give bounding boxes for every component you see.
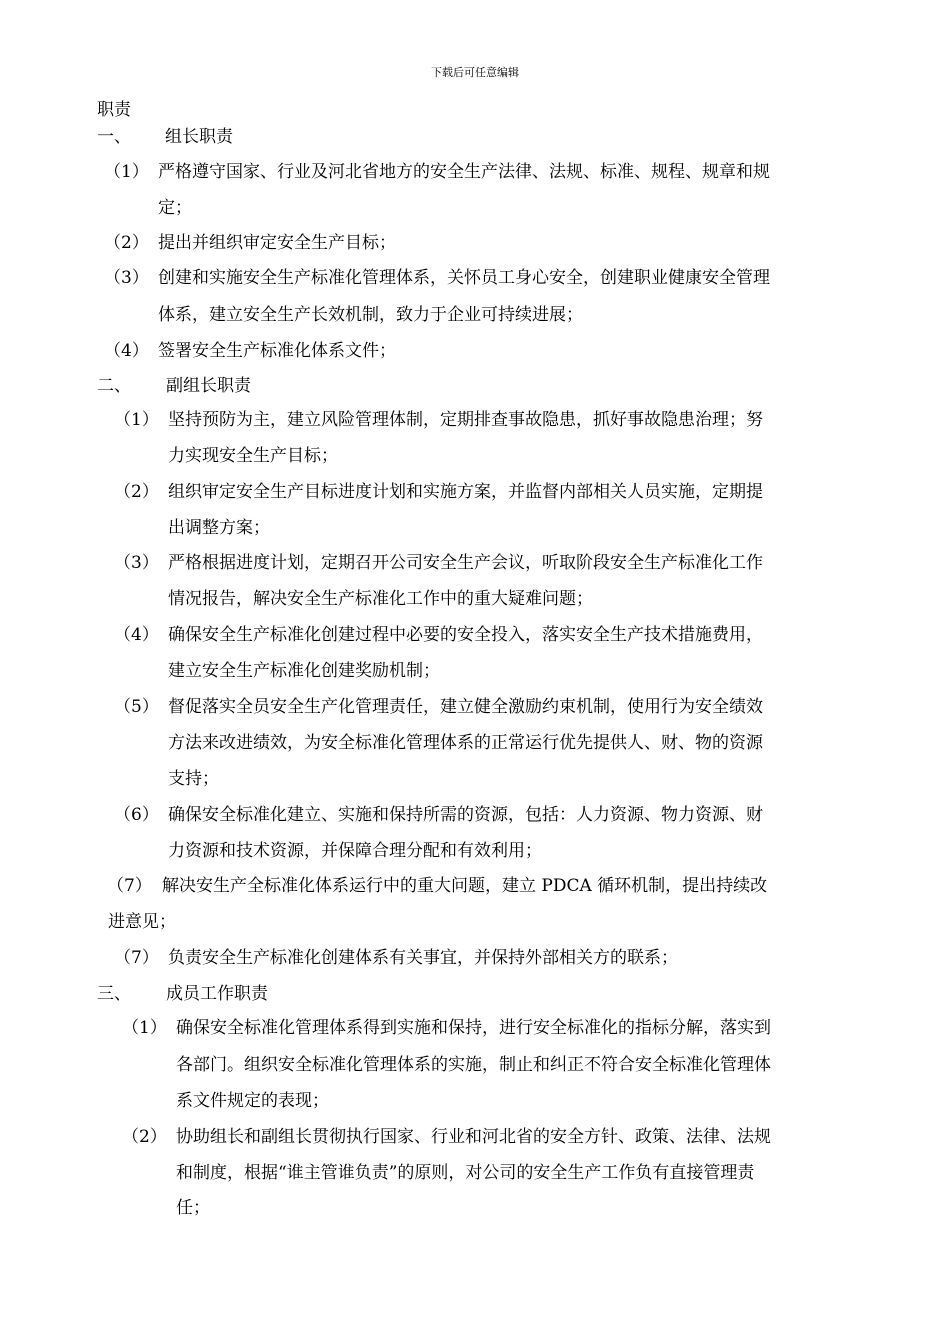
item-text: 创建和实施安全生产标准化管理体系，关怀员工身心安全，创建职业健康安全管理 <box>158 268 770 288</box>
item-text: 严格遵守国家、行业及河北省地方的安全生产法律、法规、标准、规程、规章和规 <box>158 162 770 182</box>
item-number: （3） <box>104 268 149 288</box>
item-text: 协助组长和副组长贯彻执行国家、行业和河北省的安全方针、政策、法律、法规 <box>176 1127 771 1147</box>
item-number: （4） <box>104 341 149 361</box>
section-heading: 组长职责 <box>165 127 233 147</box>
item-text: 提出并组织审定安全生产目标； <box>158 233 396 253</box>
item-text: 建立安全生产标准化创建奖励机制； <box>168 661 440 681</box>
item-number: （7） <box>114 948 159 968</box>
item-number: （4） <box>114 625 159 645</box>
item-text: 组织审定安全生产目标进度计划和实施方案，并监督内部相关人员实施，定期提 <box>168 482 763 502</box>
item-text: 支持； <box>168 769 219 789</box>
item-number: （2） <box>122 1127 167 1147</box>
item-text: 确保安全标准化管理体系得到实施和保持，进行安全标准化的指标分解，落实到 <box>176 1018 771 1038</box>
item-number: （2） <box>104 233 149 253</box>
item-number: （3） <box>114 553 159 573</box>
item-text: 严格根据进度计划，定期召开公司安全生产会议，听取阶段安全生产标准化工作 <box>168 553 763 573</box>
item-text: 和制度，根据“谁主管谁负责”的原则，对公司的安全生产工作负有直接管理责 <box>176 1163 755 1183</box>
item-text: 各部门。组织安全标准化管理体系的实施，制止和纠正不符合安全标准化管理体 <box>176 1055 771 1075</box>
item-text: 力资源和技术资源，并保障合理分配和有效利用； <box>168 841 542 861</box>
item-text: 督促落实全员安全生产化管理责任，建立健全激励约束机制，使用行为安全绩效 <box>168 697 763 717</box>
item-number: （7） <box>107 876 152 896</box>
item-text: 坚持预防为主，建立风险管理体制，定期排查事故隐患，抓好事故隐患治理；努 <box>168 410 763 430</box>
item-text: 任； <box>176 1198 210 1218</box>
item-number: （6） <box>114 805 159 825</box>
item-text: 解决安生产全标准化体系运行中的重大问题，建立 PDCA 循环机制，提出持续改 <box>162 876 768 896</box>
item-text: 体系，建立安全生产长效机制，致力于企业可持续进展； <box>158 305 583 325</box>
item-text: 签署安全生产标准化体系文件； <box>158 341 396 361</box>
item-text: 确保安全标准化建立、实施和保持所需的资源，包括：人力资源、物力资源、财 <box>168 805 763 825</box>
item-number: （1） <box>114 410 159 430</box>
item-text: 确保安全生产标准化创建过程中必要的安全投入，落实安全生产技术措施费用， <box>168 625 763 645</box>
page-header: 下载后可任意编辑 <box>431 66 519 79</box>
item-text: 情况报告，解决安全生产标准化工作中的重大疑难问题； <box>168 589 593 609</box>
item-number: （1） <box>122 1018 167 1038</box>
item-text: 负责安全生产标准化创建体系有关事宜，并保持外部相关方的联系； <box>168 948 678 968</box>
item-text: 力实现安全生产目标； <box>168 446 338 466</box>
section-number: 二、 <box>97 376 131 396</box>
item-number: （5） <box>114 697 159 717</box>
item-text: 出调整方案； <box>168 518 270 538</box>
item-number: （2） <box>114 482 159 502</box>
section-heading: 成员工作职责 <box>166 984 268 1004</box>
item-text: 系文件规定的表现； <box>176 1091 329 1111</box>
item-text: 定； <box>158 198 192 218</box>
item-text: 进意见； <box>108 912 176 932</box>
item-text: 方法来改进绩效，为安全标准化管理体系的正常运行优先提供人、财、物的资源 <box>168 733 763 753</box>
section-number: 三、 <box>97 984 131 1004</box>
section-number: 一、 <box>97 127 131 147</box>
item-number: （1） <box>104 162 149 182</box>
document-title: 职责 <box>97 100 131 120</box>
section-heading: 副组长职责 <box>166 376 251 396</box>
